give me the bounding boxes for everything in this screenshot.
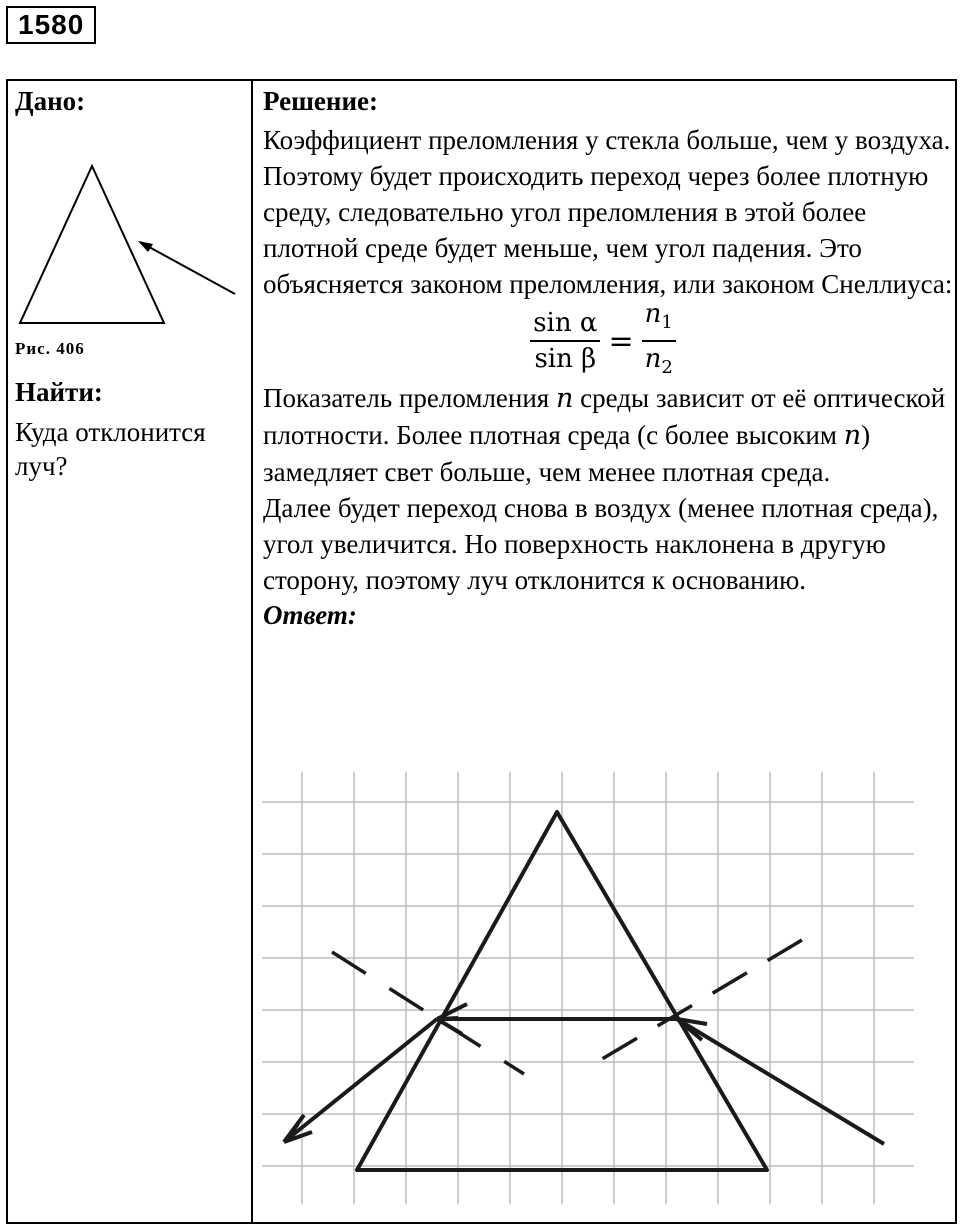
given-column xyxy=(15,84,247,483)
formula-right-fraction xyxy=(642,297,676,385)
answer-drawing xyxy=(262,772,914,1204)
solution-column xyxy=(263,84,953,632)
solution-heading: Решение: xyxy=(263,86,378,116)
ray-arrowhead xyxy=(138,241,153,252)
incident-ray-drawn xyxy=(677,1019,884,1144)
entry-arrowhead xyxy=(677,1019,707,1040)
snell-formula xyxy=(253,298,953,380)
solution-paragraph-4: Далее будет переход снова в воздух (менее плотная среда), угол увеличится. Но поверхность наклонена в другую сторону, поэтому луч отклонится к основанию. xyxy=(263,493,939,595)
incident-ray xyxy=(140,242,235,294)
formula-n1: $n_1$ xyxy=(644,298,673,333)
normal-left-dashed xyxy=(332,952,524,1074)
solution-paragraph-2: Поэтому будет происходить переход через более плотную среду, следовательно угол преломления в этой более плотной среде будет меньше, чем угол падения. Это объясняется законом преломления, или законом Снеллиуса: xyxy=(263,161,953,299)
solution-paragraph-3: Показатель преломления n среды зависит от её оптической плотности. Более плотная среда (с более высоким n) замедляет свет больше, чем менее плотная среда. xyxy=(263,383,946,487)
formula-sin-beta: sin β xyxy=(534,344,597,374)
formula-left-fraction xyxy=(530,306,600,376)
emergent-ray xyxy=(284,1019,437,1142)
find-heading: Найти: xyxy=(15,377,103,407)
column-divider xyxy=(251,79,253,1224)
given-heading: Дано: xyxy=(15,86,86,116)
prism-figure xyxy=(15,118,247,333)
figure-caption: Рис. 406 xyxy=(15,339,85,358)
formula-n2: $n_2$ xyxy=(644,344,673,379)
problem-number: 1580 xyxy=(6,6,96,44)
solution-paragraph-1: Коэффициент преломления у стекла больше, чем у воздуха. xyxy=(263,125,951,155)
formula-equals: = xyxy=(608,323,634,359)
formula-sin-alpha: sin α xyxy=(533,308,598,338)
grid-paper xyxy=(262,772,914,1204)
answer-label: Ответ: xyxy=(263,600,357,630)
find-question: Куда отклонится луч? xyxy=(15,417,206,481)
